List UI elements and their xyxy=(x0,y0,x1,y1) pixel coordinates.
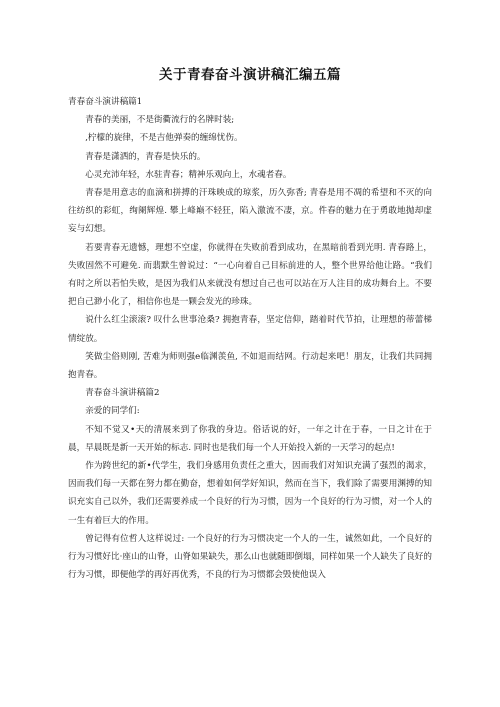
paragraph: 青春的美丽，不是街衢流行的名牌时装; xyxy=(85,115,235,126)
paragraph: 青春是用意志的血滴和拼搏的汗珠映成的琼浆，历久弥香; 青春是用不凋的希望和不灭的向往纺织的彩虹，绚阑辉煌. 攀上峰巅不轻狂，陷入激流不凄，京。件春的魅力在于勇敢地抛却虚妄与幻想。 xyxy=(68,188,432,235)
paragraph: 说什么红尘滚滚? 叹什么世事沧桑? 拥抱青春，坚定信仰，踏着时代节拍，让理想的蒂蕾梯情绽放。 xyxy=(68,315,432,344)
paragraph: ,柠檬的旋律，不是吉他弹奏的缠绵忧伤。 xyxy=(85,133,243,144)
salutation: 亲爱的同学们: xyxy=(85,406,140,417)
paragraph: 作为跨世纪的新•代学生，我们身感用负责任之重大，因而我们对知识充满了强烈的渴求，因而我们每一天都在努力都在勤奋，想着如何学好知识，然而在当下，我们除了需要用渊搏的知识充实自己以外，我们还需要养成一个良好的行为习惯，因为一个良好的行为习惯，对一个人的一生有着巨大的作用。 xyxy=(68,461,432,526)
paragraph: 曾记得有位哲人这样说过: 一个良好的行为习惯决定一个人的一生，诚然如此，一个良好的行为习惯好比·座山的山脊，山脊如果缺失，那么山也就随即倒塌，同样如果一个人缺失了良好的行为习惯，即便他学的再好再优秀，不良的行为习惯都会毁使他误入 xyxy=(68,533,432,581)
paragraph: 心灵充沛年轻，水驻青春；精神乐观向上，水魂者春。 xyxy=(85,169,292,180)
paragraph: 笑做尘俗则刚, 苦难为师则强e临渊羡鱼, 不如退而结网。行动起来吧！朋友，让我们共同拥抱青春。 xyxy=(68,351,432,381)
document-body xyxy=(68,93,432,584)
paragraph: 不知不觉又•天的清展来到了你我的身边。俗话说的好，一年之计在于春，一日之计在于晨，早晨既是新一天开始的标志. 同时也是我们每一个人开始投入新的一天学习的起点! xyxy=(68,424,432,453)
paragraph: 若要青春无遗憾，理想不空虚，你就得在失败前看到成功，在黑暗前看到光明. 青春路上，失败固然不可避免. 而翡默生曾说过：“一心向着自己目标前进的人，整个世界给他让路。“我们有时之所以若怕失败，是因为我们从来就没有想过自己也可以站在万人注目的成功舞台上。不要把自己渺小化了，相信你也是一颗会发光的珍珠。 xyxy=(68,242,432,308)
document-title: 关于青春奋斗演讲稿汇编五篇 xyxy=(159,67,341,83)
paragraph: 青春是潇洒的，青春是快乐的。 xyxy=(85,151,206,162)
section-heading: 青春奋斗演讲稿篇1 xyxy=(68,97,143,107)
section-heading: 青春奋斗演讲稿篇2 xyxy=(85,388,160,399)
